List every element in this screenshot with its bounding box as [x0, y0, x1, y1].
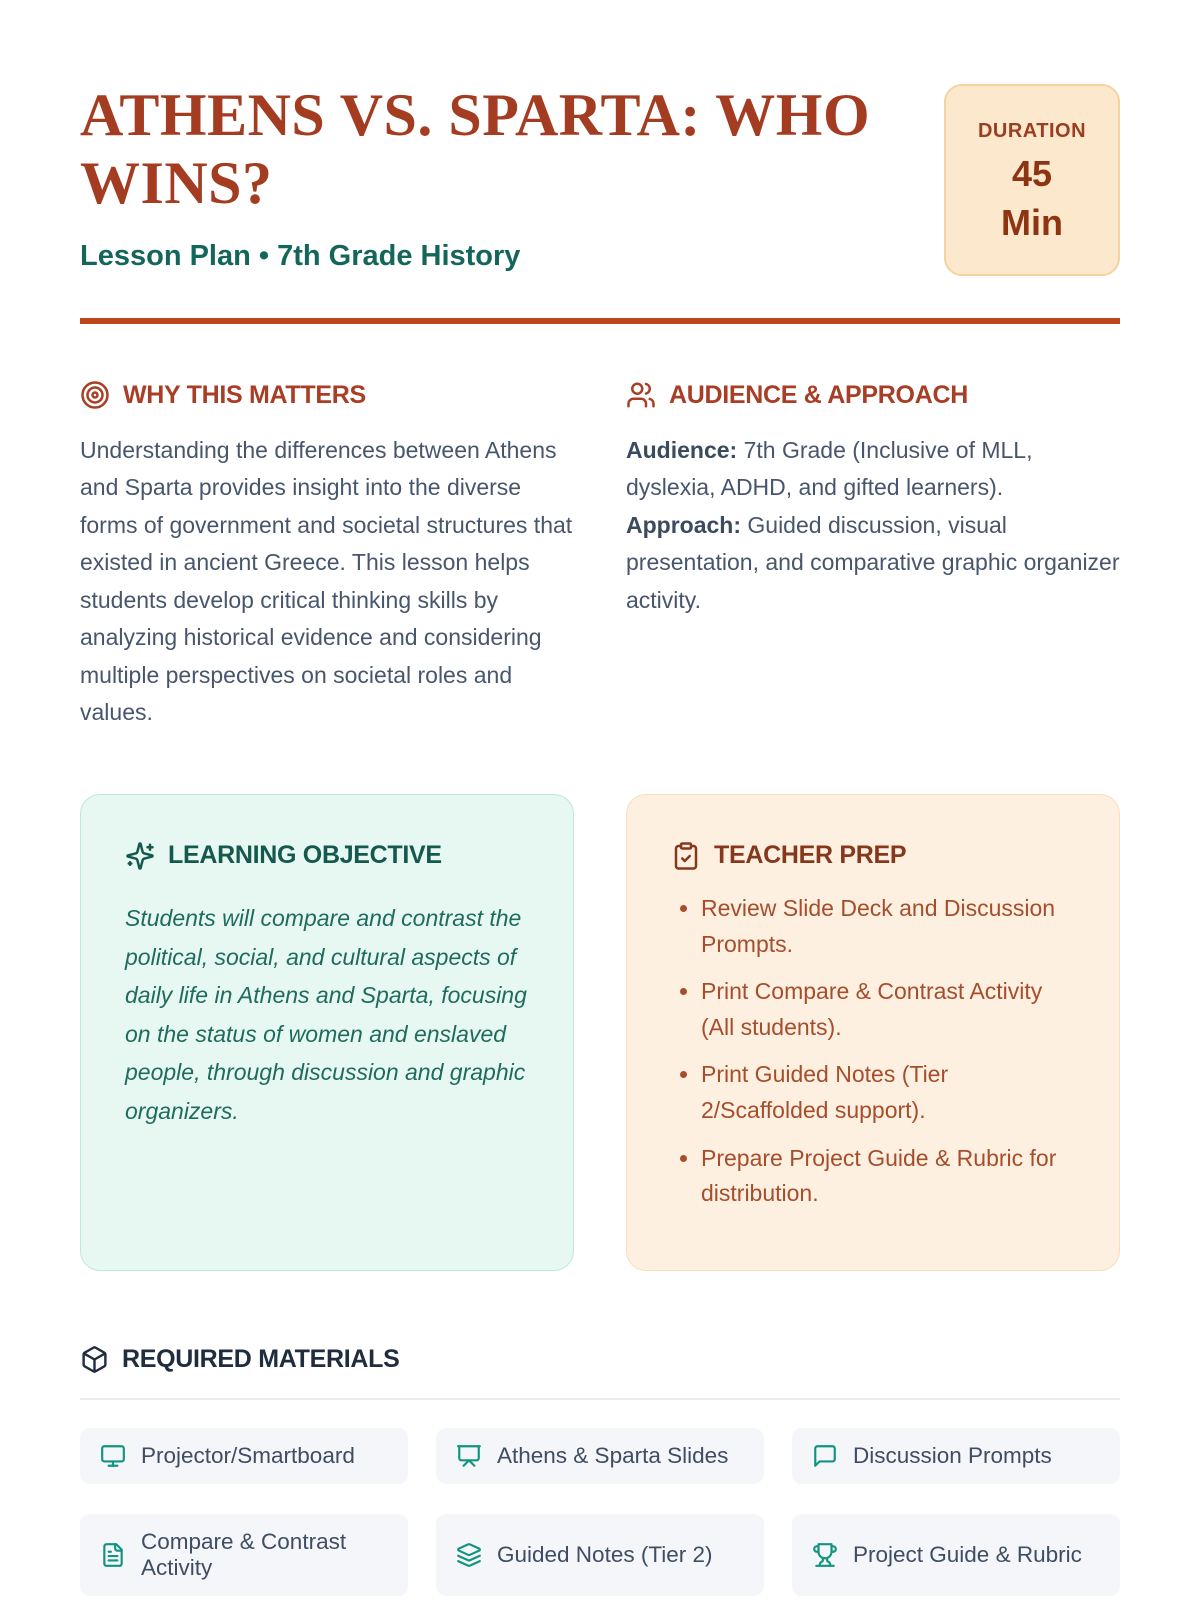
audience-approach-label: AUDIENCE & APPROACH	[669, 380, 968, 409]
material-chip	[792, 1428, 1120, 1484]
users-icon	[626, 380, 656, 410]
material-chip	[436, 1514, 764, 1596]
sparkles-icon	[125, 841, 155, 871]
learning-objective-heading	[125, 841, 529, 871]
teacher-prep-label: TEACHER PREP	[714, 841, 907, 870]
section-why-this-matters	[80, 380, 574, 732]
learning-objective-body: Students will compare and contrast the political, social, and cultural aspects of daily life in Athens and Sparta, focusing on the status of women and enslaved people, through discussion and graphic organizers.	[125, 904, 527, 1124]
duration-unit: Min	[1001, 201, 1063, 243]
prep-item: • Review Slide Deck and Discussion Prompts.	[701, 891, 1075, 962]
section-audience-approach	[626, 380, 1120, 732]
target-icon	[80, 380, 110, 410]
duration-value: 45	[1011, 152, 1053, 194]
material-label: Compare & Contrast Activity	[141, 1529, 347, 1580]
why-this-matters-body: Understanding the differences between Athens and Sparta provides insight into the diverse forms of government and societal structures that existed in ancient Greece. This lesson helps students develop critical thinking skills by analyzing historical evidence and considering multiple perspectives on societal roles and values.	[80, 437, 573, 726]
package-icon	[80, 1345, 109, 1374]
teacher-prep-list	[671, 891, 1075, 1212]
message-square-icon	[812, 1443, 838, 1469]
file-text-icon	[100, 1542, 126, 1568]
audience-approach-body	[626, 432, 1120, 619]
learning-objective-label: LEARNING OBJECTIVE	[168, 841, 442, 870]
prep-item: • Print Compare & Contrast Activity (All students).	[701, 974, 1075, 1045]
material-label: Discussion Prompts	[853, 1443, 1052, 1468]
required-materials-heading	[80, 1345, 1120, 1400]
card-row	[80, 794, 1120, 1271]
prep-item: • Prepare Project Guide & Rubric for distribution.	[701, 1141, 1075, 1212]
required-materials-section	[80, 1345, 1120, 1596]
header-divider	[80, 318, 1120, 324]
material-label: Guided Notes (Tier 2)	[497, 1542, 713, 1567]
page-subtitle: Lesson Plan • 7th Grade History	[80, 239, 521, 272]
materials-grid	[80, 1428, 1120, 1596]
duration-label: DURATION	[977, 119, 1087, 142]
header-title-block	[80, 82, 910, 273]
approach-text: Guided discussion, visual presentation, and comparative graphic organizer activity.	[626, 511, 1120, 613]
why-this-matters-label: WHY THIS MATTERS	[123, 380, 366, 409]
material-label: Projector/Smartboard	[141, 1443, 355, 1468]
layers-icon	[456, 1542, 482, 1568]
clipboard-check-icon	[671, 841, 701, 871]
monitor-icon	[100, 1443, 126, 1469]
intro-columns	[80, 380, 1120, 732]
learning-objective-card	[80, 794, 574, 1271]
required-materials-label: REQUIRED MATERIALS	[122, 1345, 400, 1373]
trophy-icon	[812, 1542, 838, 1568]
page-title: ATHENS VS. SPARTA: WHO WINS?	[80, 82, 871, 216]
header	[80, 82, 1120, 276]
material-label: Athens & Sparta Slides	[497, 1443, 729, 1468]
teacher-prep-card	[626, 794, 1120, 1271]
material-chip	[80, 1428, 408, 1484]
material-chip	[80, 1514, 408, 1596]
teacher-prep-heading	[671, 841, 1075, 871]
approach-label: Approach:	[626, 511, 741, 538]
material-chip	[792, 1514, 1120, 1596]
duration-badge	[944, 84, 1120, 276]
why-this-matters-heading	[80, 380, 574, 410]
material-chip	[436, 1428, 764, 1484]
presentation-icon	[456, 1443, 482, 1469]
audience-text: 7th Grade (Inclusive of MLL, dyslexia, ADHD, and gifted learners).	[626, 437, 1033, 501]
prep-item: • Print Guided Notes (Tier 2/Scaffolded support).	[701, 1057, 1075, 1128]
audience-approach-heading	[626, 380, 1120, 410]
material-label: Project Guide & Rubric	[853, 1542, 1082, 1567]
audience-label: Audience:	[626, 437, 738, 463]
